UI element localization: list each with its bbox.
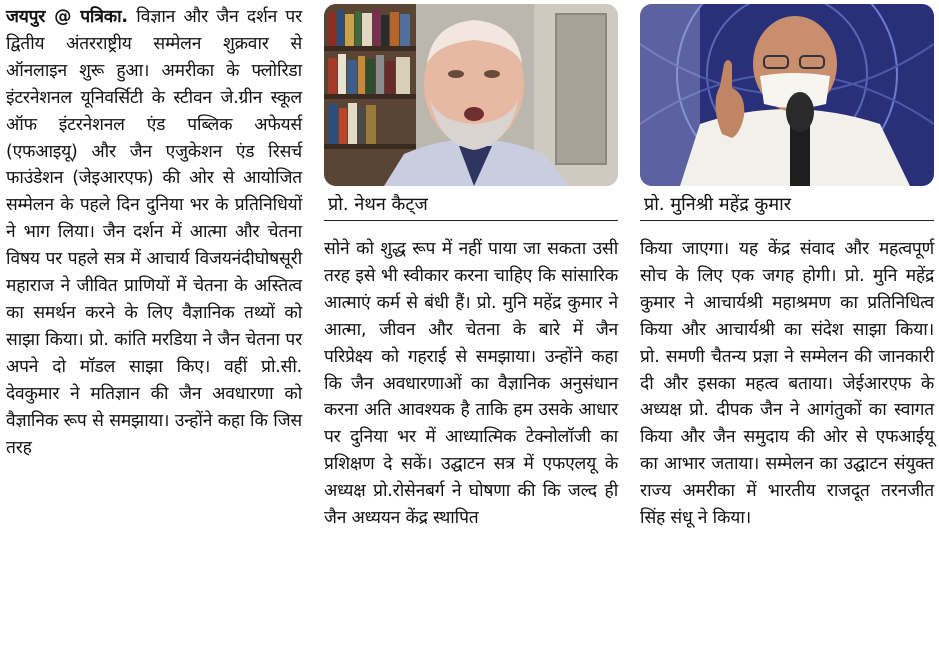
article-column-1 [6, 4, 302, 461]
photo-caption-2: प्रो. मुनिश्री महेंद्र कुमार [640, 190, 934, 221]
article-text-col1: विज्ञान और जैन दर्शन पर द्वितीय अंतरराष्ट्रीय सम्मेलन शुक्रवार से ऑनलाइन शुरू हुआ। अमरीका के फ्लोरिडा इंटरनेशनल यूनिवर्सिटी के स्टीवन जे.ग्रीन स्कूल ऑफ इंटरनेशनल एंड पब्लिक अफेयर्स (एफआइयू) और जैन एजुकेशन एंड रिसर्च फाउंडेशन (जेइआरएफ) की ओर से आयोजित सम्मेलन के पहले दिन दुनिया भर के प्रतिनिधियों ने भाग लिया। जैन दर्शन में आत्मा और चेतना विषय पर पहले सत्र में आचार्य विजयनंदीघोषसूरी महाराज ने जीवित प्राणियों में चेतना के अस्तित्व का समर्थन करने के लिए वैज्ञानिक तथ्यों को साझा किया। प्रो. कांति मरडिया ने जैन चेतना पर अपने दो मॉडल साझा किए। वहीं प्रो.सी. देवकुमार ने मतिज्ञान की जैन अवधारणा को वैज्ञानिक रूप से समझाया। उन्होंने कहा कि जिस तरह [6, 7, 302, 458]
photo-caption-1: प्रो. नेथन कैट्ज [324, 190, 618, 221]
photo-nathan-katz [324, 4, 618, 186]
photo-muni-mahendra-kumar [640, 4, 934, 186]
article-text-col2: सोने को शुद्ध रूप में नहीं पाया जा सकता उसी तरह इसे भी स्वीकार करना चाहिए कि सांसारिक आत्माएं कर्म से बंधी हैं। प्रो. मुनि महेंद्र कुमार ने आत्मा, जीवन और चेतना के बारे में जैन परिप्रेक्ष्य को गहराई से समझाया। उन्होंने कहा कि जैन अवधारणाओं का वैज्ञानिक अनुसंधान करना अति आवश्यक है ताकि हम उसके आधार पर दुनिया भर में आध्यात्मिक टेक्नोलॉजी का प्रशिक्षण दे सकें। उद्घाटन सत्र में एफएलयू के अध्यक्ष प्रो.रोसेनबर्ग ने घोषणा की कि जल्द ही जैन अध्ययन केंद्र स्थापित [324, 239, 618, 529]
portrait-monk-microphone [640, 4, 934, 186]
article-text-col3: किया जाएगा। यह केंद्र संवाद और महत्वपूर्ण सोच के लिए एक जगह होगी। प्रो. मुनि महेंद्र कुमार ने आचार्यश्री महाश्रमण का प्रतिनिधित्व किया और आचार्यश्री का संदेश साझा किया। प्रो. समणी चैतन्य प्रज्ञा ने सम्मेलन की जानकारी दी और इसका महत्व बताया। जेईआरएफ के अध्यक्ष प्रो. दीपक जैन ने आगंतुकों का स्वागत किया और जैन समुदाय की ओर से एफआईयू का आभार जताया। सम्मेलन का उद्घाटन संयुक्त राज्य अमरीका में भारतीय राजदूत तरनजीत सिंह संधू ने किया। [640, 239, 934, 529]
dateline: जयपुर @ पत्रिका. [6, 7, 128, 27]
portrait-man-bookshelf [324, 4, 618, 186]
